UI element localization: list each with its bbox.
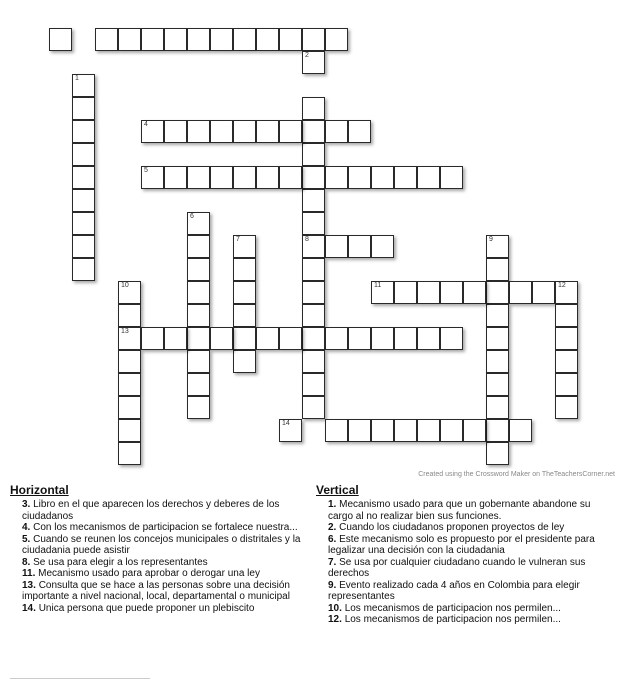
grid-cell[interactable]	[302, 373, 325, 396]
grid-cell[interactable]	[141, 327, 164, 350]
grid-cell[interactable]	[486, 281, 509, 304]
grid-cell[interactable]	[256, 28, 279, 51]
grid-cell[interactable]	[233, 281, 256, 304]
grid-cell[interactable]	[302, 51, 325, 74]
grid-cell[interactable]	[118, 327, 141, 350]
clue-text: Se usa por cualquier ciudadano cuando le vulneran sus derechos	[328, 556, 586, 579]
grid-cell[interactable]	[141, 120, 164, 143]
clue-number: 8	[305, 236, 309, 243]
grid-cell[interactable]	[555, 350, 578, 373]
grid-cell[interactable]	[302, 396, 325, 419]
vertical-title: Vertical	[316, 483, 359, 497]
clue-number-label: 6.	[328, 533, 337, 545]
grid-cell[interactable]	[164, 28, 187, 51]
clue-number: 2	[305, 52, 309, 59]
grid-cell[interactable]	[371, 419, 394, 442]
clue-number: 1	[75, 75, 79, 82]
clue-text: Libro en el que aparecen los derechos y deberes de los ciudadanos	[22, 499, 280, 522]
grid-cell[interactable]	[187, 28, 210, 51]
clue-number: 6	[190, 213, 194, 220]
grid-cell[interactable]	[394, 327, 417, 350]
clue-number-label: 9.	[328, 579, 337, 591]
grid-cell[interactable]	[256, 327, 279, 350]
grid-cell[interactable]	[371, 166, 394, 189]
grid-cell[interactable]	[118, 373, 141, 396]
clue-number-label: 13.	[22, 579, 36, 591]
grid-cell[interactable]	[394, 419, 417, 442]
grid-cell[interactable]	[118, 442, 141, 465]
grid-cell[interactable]	[325, 419, 348, 442]
grid-cell[interactable]	[486, 442, 509, 465]
grid-cell[interactable]	[486, 350, 509, 373]
grid-cell[interactable]	[325, 166, 348, 189]
horizontal-clue-list	[22, 499, 307, 614]
horizontal-clue	[22, 534, 307, 557]
grid-cell[interactable]	[187, 350, 210, 373]
vertical-clue-list	[328, 499, 613, 626]
grid-cell[interactable]	[279, 166, 302, 189]
vertical-clue	[328, 614, 613, 626]
grid-cell[interactable]	[509, 419, 532, 442]
grid-cell[interactable]	[486, 396, 509, 419]
clue-text: Unica persona que puede proponer un plebiscito	[38, 602, 255, 614]
grid-cell[interactable]	[118, 350, 141, 373]
grid-cell[interactable]	[302, 97, 325, 120]
grid-cell[interactable]	[417, 419, 440, 442]
grid-cell[interactable]	[302, 120, 325, 143]
horizontal-clue	[22, 568, 307, 580]
grid-cell[interactable]	[532, 281, 555, 304]
grid-cell[interactable]	[141, 166, 164, 189]
grid-cell[interactable]	[49, 28, 72, 51]
grid-cell[interactable]	[463, 419, 486, 442]
horizontal-clue	[22, 580, 307, 603]
clue-number: 14	[282, 420, 290, 427]
grid-cell[interactable]	[302, 281, 325, 304]
grid-cell[interactable]	[118, 281, 141, 304]
vertical-clue	[328, 499, 613, 522]
clue-number: 11	[374, 282, 382, 289]
grid-cell[interactable]	[118, 396, 141, 419]
grid-cell[interactable]	[463, 281, 486, 304]
grid-cell[interactable]	[302, 166, 325, 189]
footer-divider	[10, 678, 150, 679]
clue-text: Mecanismo usado para que un gobernante abandone su cargo al no realizar bien sus funciones.	[328, 499, 591, 522]
grid-cell[interactable]	[302, 350, 325, 373]
grid-cell[interactable]	[555, 304, 578, 327]
grid-cell[interactable]	[187, 235, 210, 258]
clue-text: Mecanismo usado para aprobar o derogar una ley	[38, 568, 260, 579]
clue-text: Cuando los ciudadanos proponen proyectos de ley	[339, 522, 565, 533]
grid-cell[interactable]	[233, 166, 256, 189]
clue-number-label: 4.	[22, 522, 31, 533]
clue-number: 9	[489, 236, 493, 243]
grid-cell[interactable]	[440, 166, 463, 189]
grid-cell[interactable]	[348, 235, 371, 258]
horizontal-clue	[22, 557, 307, 569]
grid-cell[interactable]	[95, 28, 118, 51]
grid-cell[interactable]	[302, 189, 325, 212]
clue-number-label: 7.	[328, 556, 337, 568]
grid-cell[interactable]	[486, 235, 509, 258]
grid-cell[interactable]	[417, 166, 440, 189]
clue-text: Los mecanismos de participacion nos permilen...	[344, 614, 561, 625]
clue-number: 7	[236, 236, 240, 243]
clue-number-label: 3.	[22, 499, 31, 510]
grid-cell[interactable]	[325, 28, 348, 51]
grid-cell[interactable]	[187, 327, 210, 350]
vertical-clue	[328, 534, 613, 557]
grid-cell[interactable]	[348, 327, 371, 350]
grid-cell[interactable]	[348, 166, 371, 189]
grid-cell[interactable]	[440, 281, 463, 304]
grid-cell[interactable]	[325, 235, 348, 258]
clue-number-label: 11.	[22, 568, 36, 579]
grid-cell[interactable]	[164, 327, 187, 350]
grid-cell[interactable]	[302, 28, 325, 51]
clue-text: Evento realizado cada 4 años en Colombia para elegir representantes	[328, 579, 580, 602]
grid-cell[interactable]	[279, 327, 302, 350]
grid-cell[interactable]	[187, 373, 210, 396]
clue-text: Se usa para elegir a los representantes	[33, 556, 208, 568]
grid-cell[interactable]	[279, 28, 302, 51]
vertical-clue	[328, 580, 613, 603]
grid-cell[interactable]	[486, 373, 509, 396]
grid-cell[interactable]	[118, 419, 141, 442]
grid-cell[interactable]	[164, 120, 187, 143]
grid-cell[interactable]	[348, 120, 371, 143]
clue-text: Este mecanismo solo es propuesto por el presidente para legalizar una decisión con la ciudadania	[328, 533, 595, 556]
grid-cell[interactable]	[555, 281, 578, 304]
grid-cell[interactable]	[187, 212, 210, 235]
grid-cell[interactable]	[302, 143, 325, 166]
grid-cell[interactable]	[509, 281, 532, 304]
grid-cell[interactable]	[72, 212, 95, 235]
grid-cell[interactable]	[325, 120, 348, 143]
horizontal-clue	[22, 499, 307, 522]
clue-number-label: 14.	[22, 602, 36, 614]
grid-cell[interactable]	[371, 281, 394, 304]
grid-cell[interactable]	[233, 258, 256, 281]
grid-cell[interactable]	[233, 120, 256, 143]
clue-number: 10	[121, 282, 129, 289]
grid-cell[interactable]	[72, 189, 95, 212]
grid-cell[interactable]	[164, 166, 187, 189]
grid-cell[interactable]	[417, 327, 440, 350]
grid-cell[interactable]	[371, 235, 394, 258]
grid-cell[interactable]	[187, 396, 210, 419]
grid-cell[interactable]	[440, 327, 463, 350]
clue-text: Con los mecanismos de participacion se fortalece nuestra...	[33, 522, 298, 533]
grid-cell[interactable]	[233, 350, 256, 373]
clue-number-label: 10.	[328, 602, 342, 614]
grid-cell[interactable]	[233, 304, 256, 327]
clue-text: Consulta que se hace a las personas sobre una decisión importante a nivel nacional, local, departamental o municipal	[22, 579, 290, 602]
grid-cell[interactable]	[325, 327, 348, 350]
grid-cell[interactable]	[72, 143, 95, 166]
grid-cell[interactable]	[256, 166, 279, 189]
grid-cell[interactable]	[279, 120, 302, 143]
grid-cell[interactable]	[187, 258, 210, 281]
grid-cell[interactable]	[210, 120, 233, 143]
grid-cell[interactable]	[486, 419, 509, 442]
grid-cell[interactable]	[394, 281, 417, 304]
grid-cell[interactable]	[555, 373, 578, 396]
clue-number-label: 5.	[22, 533, 31, 545]
clue-number: 13	[121, 328, 129, 335]
grid-cell[interactable]	[187, 281, 210, 304]
clue-number: 5	[144, 167, 148, 174]
grid-cell[interactable]	[72, 235, 95, 258]
grid-cell[interactable]	[233, 235, 256, 258]
grid-cell[interactable]	[486, 258, 509, 281]
clue-number: 4	[144, 121, 148, 128]
clue-number-label: 2.	[328, 522, 337, 533]
grid-cell[interactable]	[72, 97, 95, 120]
grid-cell[interactable]	[233, 327, 256, 350]
clue-text: Cuando se reunen los concejos municipales o distritales y la ciudadania puede asistir	[22, 533, 301, 556]
grid-cell[interactable]	[118, 28, 141, 51]
grid-cell[interactable]	[72, 166, 95, 189]
grid-cell[interactable]	[371, 327, 394, 350]
vertical-clue	[328, 557, 613, 580]
grid-cell[interactable]	[486, 304, 509, 327]
grid-cell[interactable]	[233, 28, 256, 51]
grid-cell[interactable]	[555, 396, 578, 419]
clue-number: 12	[558, 282, 566, 289]
horizontal-clue	[22, 603, 307, 615]
grid-cell[interactable]	[302, 235, 325, 258]
vertical-clue	[328, 522, 613, 534]
grid-cell[interactable]	[394, 166, 417, 189]
clue-number-label: 1.	[328, 499, 337, 510]
clue-number-label: 12.	[328, 614, 342, 625]
grid-cell[interactable]	[187, 304, 210, 327]
grid-cell[interactable]	[187, 166, 210, 189]
grid-cell[interactable]	[555, 327, 578, 350]
grid-cell[interactable]	[302, 327, 325, 350]
horizontal-title: Horizontal	[10, 483, 69, 497]
grid-cell[interactable]	[348, 419, 371, 442]
grid-cell[interactable]	[210, 28, 233, 51]
grid-cell[interactable]	[440, 419, 463, 442]
grid-cell[interactable]	[118, 304, 141, 327]
grid-cell[interactable]	[72, 120, 95, 143]
credit-text: Created using the Crossword Maker on TheTeachersCorner.net	[418, 471, 615, 478]
grid-cell[interactable]	[486, 327, 509, 350]
clue-number-label: 8.	[22, 556, 31, 568]
clue-text: Los mecanismos de participacion nos permilen...	[344, 602, 561, 614]
grid-cell[interactable]	[72, 74, 95, 97]
grid-cell[interactable]	[141, 28, 164, 51]
grid-cell[interactable]	[417, 281, 440, 304]
vertical-clue	[328, 603, 613, 615]
horizontal-clue	[22, 522, 307, 534]
grid-cell[interactable]	[72, 258, 95, 281]
grid-cell[interactable]	[302, 258, 325, 281]
grid-cell[interactable]	[302, 304, 325, 327]
grid-cell[interactable]	[210, 327, 233, 350]
grid-cell[interactable]	[279, 419, 302, 442]
grid-cell[interactable]	[302, 212, 325, 235]
grid-cell[interactable]	[256, 120, 279, 143]
grid-cell[interactable]	[187, 120, 210, 143]
grid-cell[interactable]	[210, 166, 233, 189]
